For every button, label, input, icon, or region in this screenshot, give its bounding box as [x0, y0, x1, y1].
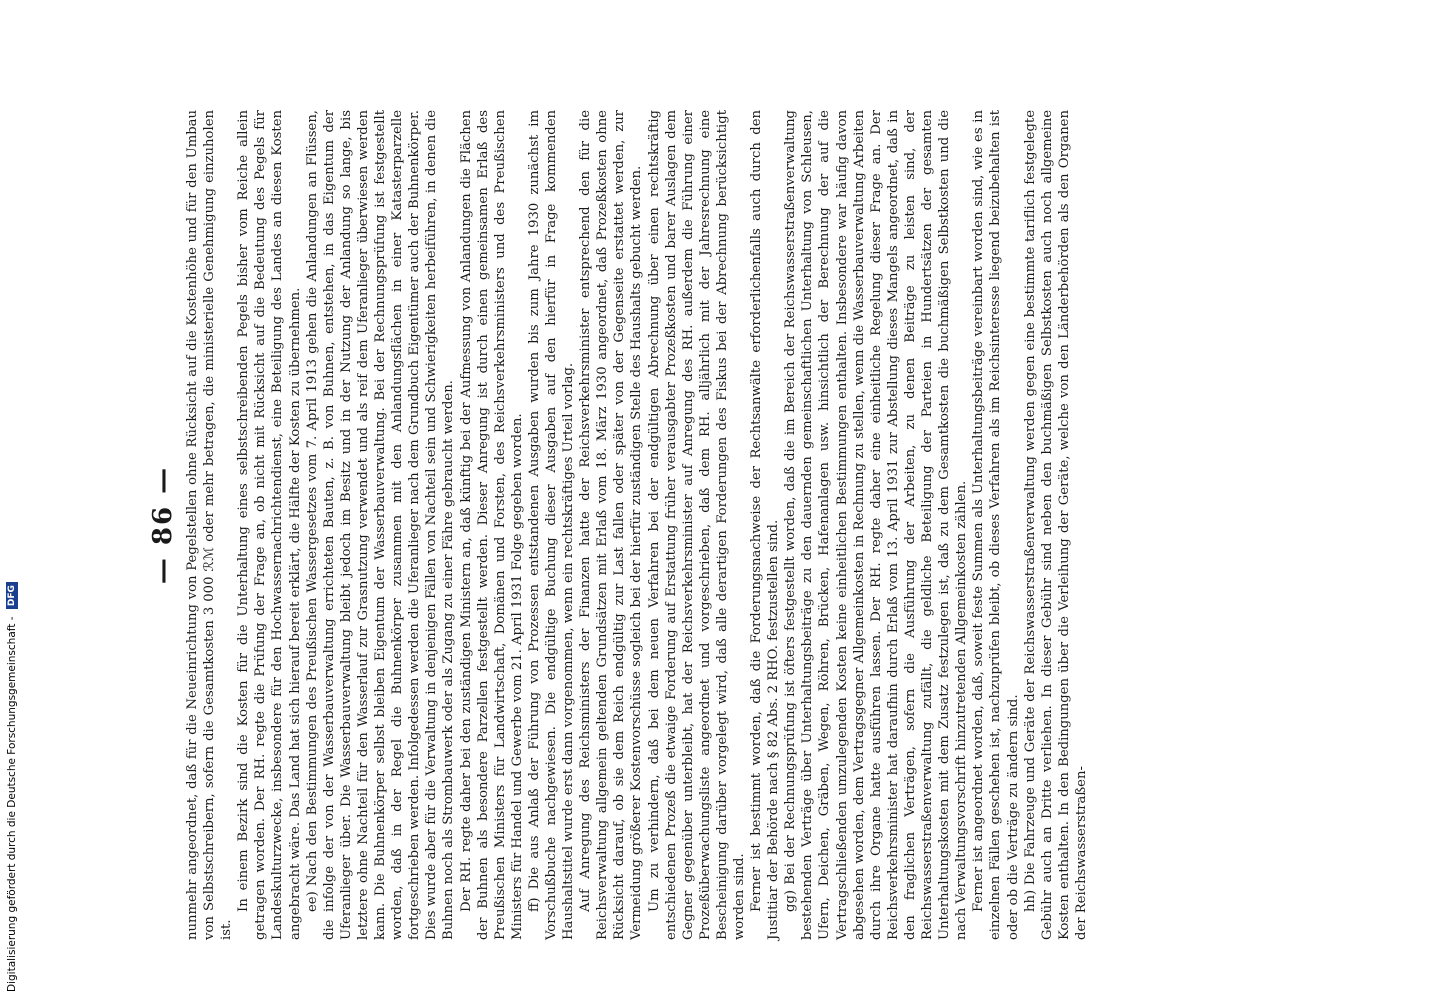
- page-body: [148, 110, 1089, 940]
- paragraph: In einem Bezirk sind die Kosten für die Unterhaltung eines selbstschreibenden Pegels bisher vom Reiche allein getragen worden. Der RH. regte die Prüfung der Frage an, ob nicht mit Rücksicht auf die Bedeutung des Pegels für Landeskulturzwecke, insbesondere für den Hochwassernachrichtendienst, eine Beteiligung des Landes an diesen Kosten angebracht wäre. Das Land hat sich hierauf bereit erklärt, die Hälfte der Kosten zu übernehmen.: [236, 110, 303, 940]
- page-number: — 86 —: [148, 465, 178, 585]
- paragraph: Auf Anregung des Reichsministers der Finanzen hatte der Reichsverkehrsminister entsprechend den für die Reichsverwaltung allgemein geltenden Grundsätzen mit Erlaß vom 18. März 1930 angeordnet, daß Prozeßkosten ohne Rücksicht darauf, ob sie dem Reich endgültig zur Last fallen oder später von der Gegenseite erstattet werden, zur Vermeidung größerer Kostenvorschüsse sogleich bei der hierfür zuständigen Stelle des Haushalts gebucht werden.: [578, 110, 645, 940]
- paragraph: Um zu verhindern, daß bei dem neuen Verfahren bei der endgültigen Abrechnung über einen rechtskräftig entschiedenen Prozeß die etwaige Forderung auf Erstattung früher verausgabter Prozeßkosten und barer Auslagen dem Gegner gegenüber unterbleibt, hat der Reichsverkehrsminister auf Anregung des RH. außerdem die Führung einer Prozeßüberwachungsliste angeordnet und vorgeschrieben, daß dem RH. alljährlich mit der Jahresrechnung eine Bescheinigung darüber vorgelegt wird, daß alle derartigen Forderungen des Fiskus bei der Abrechnung berücksichtigt worden sind.: [646, 110, 747, 940]
- paragraph: nunmehr angeordnet, daß für die Neueinrichtung von Pegelstellen ohne Rücksicht auf die Kostenhöhe und für den Umbau von Selbstschreibern, sofern die Gesamtkosten 3 000 ℛℳ oder mehr betragen, die ministerielle Genehmigung einzuholen ist.: [185, 110, 235, 940]
- paragraph: Ferner ist bestimmt worden, daß die Forderungsnachweise der Rechtsanwälte erforderlichenfalls auch durch den Justitiar der Behörde nach § 82 Abs. 2 RHO. festzustellen sind.: [749, 110, 782, 940]
- paragraph: ff) Die aus Anlaß der Führung von Prozessen entstandenen Ausgaben wurden bis zum Jahre 1930 zunächst im Vorschußbuche nachgewiesen. Die endgültige Buchung dieser Ausgaben auf den hierfür in Frage kommenden Haushaltstitel wurde erst dann vorgenommen, wenn ein rechtskräftiges Urteil vorlag.: [526, 110, 577, 940]
- paragraph: hh) Die Fahrzeuge und Geräte der Reichswasserstraßenverwaltung werden gegen eine bestimmte tariflich festgelegte Gebühr auch an Dritte verliehen. In dieser Gebühr sind neben den buchmäßigen Selbstkosten auch noch allgemeine Kosten enthalten. In den Bedingungen über die Verleihung der Geräte, welche von den Länderbehörden als den Organen der Reichswasserstraßen-: [1022, 110, 1089, 940]
- rotated-content: [148, 110, 1089, 940]
- paragraph: gg) Bei der Rechnungsprüfung ist öfters festgestellt worden, daß die im Bereich der Reichswasserstraßenverwaltung bestehenden Verträge über Unterhaltungsbeiträge zu den dauernden gemeinschaftlichen Unterhaltung von Schleusen, Ufern, Deichen, Gräben, Wegen, Röhren, Brücken, Hafenanlagen usw. hinsichtlich der Berechnung der auf die Vertragschließenden umzulegenden Kosten keine einheitlichen Bestimmungen enthalten. Insbesondere war häufig davon abgesehen worden, dem Vertragsgegner Allgemeinkosten in Rechnung zu stellen, wenn die Wasserbauverwaltung Arbeiten durch ihre Organe hatte ausführen lassen. Der RH. regte daher eine einheitliche Regelung dieser Frage an. Der Reichsverkehrsminister hat daraufhin durch Erlaß vom 13. April 1931 zur Abstellung dieses Mangels angeordnet, daß in den fraglichen Verträgen, sofern die Ausführung der Arbeiten, zu denen Beiträge zu leisten sind, der Reichswasserstraßenverwaltung zufällt, die geldliche Beteiligung der Parteien in Hundertsätzen der gesamten Unterhaltungskosten mit dem Zusatz festzulegen ist, daß zu dem Gesamtkosten die buchmäßigen Selbstkosten und die nach Verwaltungsvorschrift hinzutretenden Allgemeinkosten zählen.: [783, 110, 970, 940]
- paragraph: Ferner ist angeordnet worden, daß, soweit feste Summen als Unterhaltungsbeiträge vereinbart worden sind, wie es in einzelnen Fällen geschehen ist, nachzuprüfen bleibt, ob dieses Verfahren als im Reichsinteresse liegend beizubehalten ist oder ob die Verträge zu ändern sind.: [971, 110, 1021, 940]
- footer-credit: Digitalisierung gefördert durch die Deutsche Forschungsgemeinschaft -: [6, 616, 18, 992]
- document-page: [148, 110, 1089, 980]
- dfg-logo: DFG: [6, 582, 18, 609]
- footer-text-wrapper: [6, 582, 18, 992]
- paragraph: ee) Nach den Bestimmungen des Preußischen Wassergesetzes vom 7. April 1913 gehen die Anlandungen an Flüssen, die infolge der von der Wasserbauverwaltung errichteten Bauten, z. B. von Buhnen, entstehen, in das Eigentum der Uferanlieger über. Die Wasserbauverwaltung bleibt jedoch im Besitz und in der Nutzung der Anlandung so lange, bis letztere ohne Nachteil für den Wasserlauf zur Grasnutzung verwendet und als reif dem Uferanlieger überwiesen werden kann. Die Buhnenkörper selbst bleiben Eigentum der Wasserbauverwaltung. Bei der Rechnungsprüfung ist festgestellt worden, daß in der Regel die Buhnenkörper zusammen mit den Anlandungsflächen in einer Katasterparzelle fortgeschrieben werden. Infolgedessen werden die Uferanlieger nach dem Grundbuch Eigentümer auch der Buhnenkörper. Dies wurde aber für die Verwaltung in denjenigen Fällen von Nachteil sein und Schwierigkeiten herbeiführen, in denen die Buhnen noch als Strombauwerk oder als Zugang zu einer Fähre gebraucht werden.: [304, 110, 457, 940]
- paragraph: Der RH. regte daher bei den zuständigen Ministern an, daß künftig bei der Aufmessung von Anlandungen die Flächen der Buhnen als besondere Parzellen festgestellt werden. Dieser Anregung ist durch einen gemeinsamen Erlaß des Preußischen Ministers für Landwirtschaft, Domänen und Forsten, des Reichsverkehrsministers und des Preußischen Ministers für Handel und Gewerbe vom 21. April 1931 Folge gegeben worden.: [458, 110, 525, 940]
- digitization-footer: [4, 2, 22, 992]
